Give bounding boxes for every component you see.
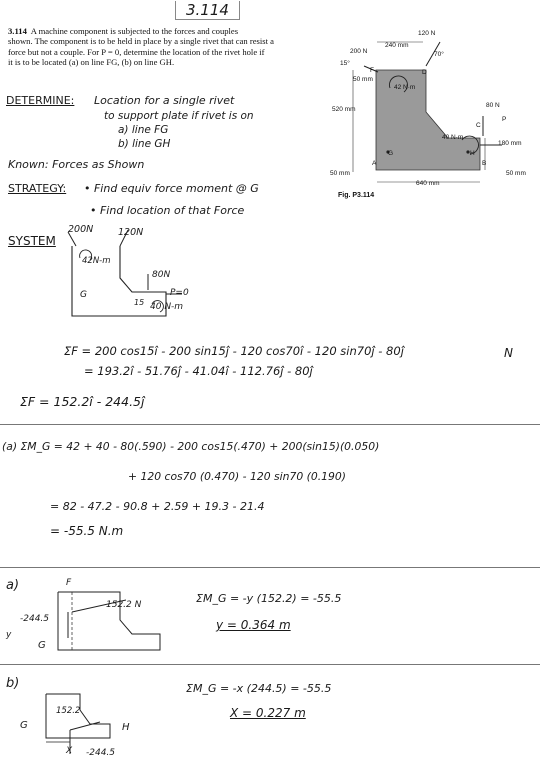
fig-label-a: A	[372, 160, 377, 167]
part-a-g: G	[38, 640, 46, 651]
divider-2	[0, 567, 540, 568]
fig-15deg: 15°	[340, 60, 350, 67]
fig-200n: 200 N	[350, 48, 368, 55]
problem-tag: 3.114	[175, 1, 240, 20]
strategy-2: • Find location of that Force	[90, 204, 245, 217]
divider-3	[0, 664, 540, 665]
part-a-f: F	[66, 578, 72, 588]
sys-42nm: 42N-m	[82, 256, 111, 266]
fig-120n: 120 N	[418, 30, 436, 37]
problem-number: 3.114	[8, 26, 27, 36]
sys-120n: 120N	[118, 227, 144, 238]
fig-label-d: D	[422, 69, 427, 76]
problem-statement	[8, 26, 330, 68]
fig-label-c: C	[476, 122, 481, 129]
fig-50mm-top: 50 mm	[353, 76, 373, 83]
fig-42nm: 42 N·m	[394, 84, 416, 91]
moment-line-2: + 120 cos70 (0.470) - 120 sin70 (0.190)	[128, 470, 346, 483]
fig-label-f: F	[370, 67, 374, 74]
part-a-label: a)	[6, 578, 20, 593]
sys-g: G	[80, 290, 87, 300]
part-a-force-x: 152.2 N	[106, 600, 142, 610]
part-b-eq-1: ΣM_G = -x (244.5) = -55.5	[186, 682, 332, 695]
part-b-h: H	[122, 722, 130, 733]
known-text: Known: Forces as Shown	[8, 158, 145, 171]
part-a-eq-2: y = 0.364 m	[216, 618, 291, 632]
fig-label-p: P	[502, 116, 507, 123]
fig-40nm: 40 N·m	[442, 134, 464, 141]
sys-15: 15	[134, 298, 145, 307]
part-a-sketch	[50, 588, 170, 658]
problem-line-2: shown. The component is to be held in place by a single rivet that can resist a	[8, 36, 274, 47]
strategy-label: STRATEGY:	[8, 182, 67, 195]
sum-f-line-3: ΣF = 152.2î - 244.5ĵ	[20, 394, 145, 409]
part-b-force-x: 152.2	[56, 706, 81, 716]
sum-f-line-2: = 193.2î - 51.76ĵ - 41.04î - 112.76ĵ - 80ĵ	[84, 364, 313, 378]
part-a-force-y: -244.5	[20, 614, 50, 624]
divider-1	[0, 424, 540, 425]
sum-f-unit: N	[504, 346, 513, 360]
fig-50mm-br: 50 mm	[506, 170, 526, 177]
determine-text-1: Location for a single rivet	[94, 94, 235, 107]
part-b-g: G	[20, 720, 28, 731]
moment-line-3: = 82 - 47.2 - 90.8 + 2.59 + 19.3 - 21.4	[50, 500, 265, 513]
fig-640mm: 640 mm	[416, 180, 440, 187]
part-b-label: b)	[6, 676, 20, 691]
fig-180mm: 180 mm	[498, 140, 522, 147]
fig-520mm: 520 mm	[332, 106, 356, 113]
fig-70deg: 70°	[434, 51, 444, 58]
sys-p: P=0	[170, 288, 189, 298]
moment-line-1: (a) ΣM_G = 42 + 40 - 80(.590) - 200 cos15(.470) + 200(sin15)(0.050)	[2, 440, 380, 453]
part-b-sketch	[40, 690, 150, 756]
problem-line-4: it is to be located (a) on line FG, (b) on line GH.	[8, 57, 175, 68]
problem-line-1: A machine component is subjected to the forces and couples	[30, 26, 239, 36]
sys-40nm: 40 N-m	[150, 302, 184, 312]
figure-p3-114	[330, 20, 540, 205]
strategy-1: • Find equiv force moment @ G	[84, 182, 259, 195]
fig-label-g: G	[388, 150, 394, 157]
part-b-eq-2: X = 0.227 m	[230, 706, 306, 720]
fig-label-b: B	[482, 160, 487, 167]
part-b-x-dim: X	[66, 746, 73, 756]
moment-line-4: = -55.5 N.m	[50, 524, 124, 538]
determine-label: DETERMINE:	[6, 94, 75, 107]
sum-f-line-1: ΣF = 200 cos15î - 200 sin15ĵ - 120 cos70î - 120 sin70ĵ - 80ĵ	[64, 344, 404, 358]
fig-label-h: H	[470, 150, 475, 157]
problem-line-3: force but not a couple. For P = 0, determine the location of the rivet hole if	[8, 46, 265, 57]
part-a-y-dim: y	[6, 630, 12, 640]
part-a-eq-1: ΣM_G = -y (152.2) = -55.5	[196, 592, 342, 605]
fig-240mm: 240 mm	[385, 42, 409, 49]
determine-text-2: to support plate if rivet is on	[104, 110, 254, 122]
determine-a: a) line FG	[118, 124, 169, 136]
fig-caption: Fig. P3.114	[338, 192, 375, 199]
sys-80n: 80N	[152, 270, 171, 280]
sys-200n: 200N	[68, 224, 94, 235]
system-label: SYSTEM	[8, 234, 56, 248]
determine-b: b) line GH	[118, 138, 171, 150]
part-b-force-y: -244.5	[86, 748, 116, 758]
fig-80n: 80 N	[486, 102, 500, 109]
fig-50mm-bl: 50 mm	[330, 170, 350, 177]
